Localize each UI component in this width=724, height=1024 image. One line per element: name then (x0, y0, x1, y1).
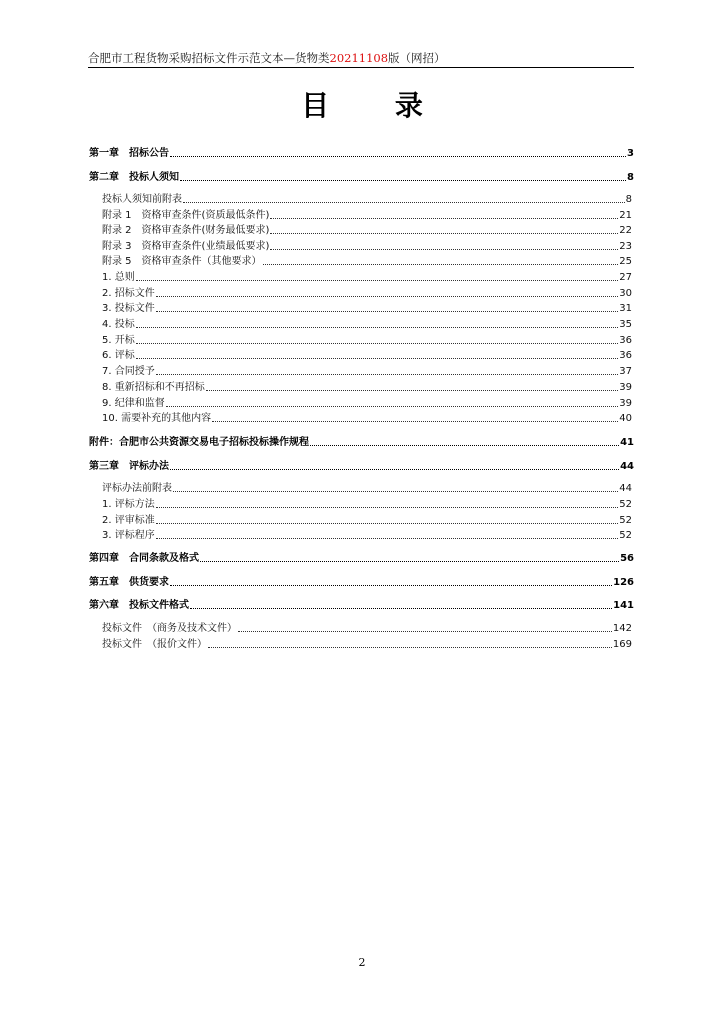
toc-entry-label: 附录 1 资格审查条件(资质最低条件) (102, 210, 270, 221)
toc-entry[interactable] (102, 637, 632, 651)
toc-entry-label: 第五章 供货要求 (89, 577, 169, 588)
dot-leader (208, 647, 612, 648)
toc-entry-page-number: 22 (619, 225, 632, 236)
toc-entry-page-number: 8 (625, 194, 632, 205)
toc-entry[interactable] (102, 364, 632, 378)
toc-entry-label: 7. 合同授予 (102, 366, 155, 377)
toc-entry-page-number: 21 (619, 210, 632, 221)
dot-leader (310, 445, 619, 446)
page-number: 2 (358, 956, 366, 969)
toc-entry-label: 3. 评标程序 (102, 530, 155, 541)
toc-entry-label: 投标文件 （商务及技术文件） (102, 623, 237, 634)
toc-entry-label: 第二章 投标人须知 (89, 172, 179, 183)
toc-chapter-entry[interactable] (89, 146, 634, 160)
toc-entry-page-number: 37 (619, 366, 632, 377)
toc-entry-page-number: 52 (619, 499, 632, 510)
toc-entry-page-number: 41 (620, 437, 634, 448)
toc-entry-label: 10. 需要补充的其他内容 (102, 413, 212, 424)
toc-entry-page-number: 44 (620, 461, 634, 472)
dot-leader (263, 264, 619, 265)
dot-leader (206, 390, 619, 391)
toc-entry-label: 投标文件 （报价文件） (102, 639, 207, 650)
dot-leader (270, 233, 618, 234)
toc-entry-page-number: 142 (612, 623, 632, 634)
toc-chapter-entry[interactable] (89, 459, 634, 473)
toc-entry-page-number: 40 (619, 413, 632, 424)
toc-entry[interactable] (102, 270, 632, 284)
toc-entry[interactable] (102, 208, 632, 222)
toc-entry[interactable] (102, 481, 632, 495)
toc-entry-label: 5. 开标 (102, 335, 135, 346)
toc-entry-label: 2. 招标文件 (102, 288, 155, 299)
dot-leader (270, 218, 618, 219)
toc-entry[interactable] (102, 286, 632, 300)
dot-leader (200, 561, 619, 562)
toc-entry[interactable] (102, 301, 632, 315)
toc-entry-label: 评标办法前附表 (102, 483, 172, 494)
toc-chapter-entry[interactable] (89, 551, 634, 565)
dot-leader (270, 249, 618, 250)
toc-entry[interactable] (102, 333, 632, 347)
toc-entry-page-number: 23 (619, 241, 632, 252)
toc-entry-label: 4. 投标 (102, 319, 135, 330)
dot-leader (180, 180, 626, 181)
dot-leader (190, 608, 612, 609)
toc-entry-page-number: 30 (619, 288, 632, 299)
toc-entry-label: 附录 5 资格审查条件（其他要求） (102, 256, 262, 267)
dot-leader (156, 296, 619, 297)
toc-entry-page-number: 31 (619, 303, 632, 314)
toc-entry[interactable] (102, 348, 632, 362)
toc-entry[interactable] (102, 621, 632, 635)
dot-leader (156, 538, 619, 539)
toc-entry[interactable] (102, 396, 632, 410)
dot-leader (136, 358, 619, 359)
toc-entry-label: 2. 评审标准 (102, 515, 155, 526)
toc-entry-label: 1. 评标方法 (102, 499, 155, 510)
toc-chapter-entry[interactable] (89, 598, 634, 612)
dot-leader (136, 327, 619, 328)
dot-leader (156, 507, 619, 508)
dot-leader (170, 469, 619, 470)
toc-entry-page-number: 35 (619, 319, 632, 330)
toc-entry-page-number: 36 (619, 335, 632, 346)
toc-entry-page-number: 52 (619, 530, 632, 541)
toc-entry-page-number: 27 (619, 272, 632, 283)
toc-entry-label: 第四章 合同条款及格式 (89, 553, 199, 564)
toc-entry[interactable] (102, 513, 632, 527)
dot-leader (136, 280, 619, 281)
toc-entry-label: 9. 纪律和监督 (102, 398, 165, 409)
toc-entry-label: 第一章 招标公告 (89, 148, 169, 159)
toc-entry[interactable] (102, 254, 632, 268)
toc-entry[interactable] (102, 223, 632, 237)
toc-entry-label: 第三章 评标办法 (89, 461, 169, 472)
toc-chapter-entry[interactable] (89, 170, 634, 184)
toc-entry-label: 6. 评标 (102, 350, 135, 361)
toc-entry-page-number: 52 (619, 515, 632, 526)
toc-entry-page-number: 3 (627, 148, 634, 159)
toc-entry-page-number: 141 (613, 600, 634, 611)
dot-leader (156, 311, 619, 312)
toc-entry-page-number: 25 (619, 256, 632, 267)
dot-leader (136, 343, 619, 344)
header-title: 合肥市工程货物采购招标文件示范文本—货物类 (88, 51, 330, 65)
page-title: 目 录 (301, 89, 451, 122)
dot-leader (156, 523, 619, 524)
toc-entry-label: 1. 总则 (102, 272, 135, 283)
dot-leader (212, 421, 618, 422)
toc-entry-label: 附录 2 资格审查条件(财务最低要求) (102, 225, 270, 236)
toc-entry-label: 8. 重新招标和不再招标 (102, 382, 205, 393)
header-version: 20211108 (329, 51, 389, 65)
toc-entry[interactable] (102, 317, 632, 331)
toc-entry-page-number: 44 (619, 483, 632, 494)
dot-leader (170, 585, 612, 586)
toc-entry-page-number: 39 (619, 398, 632, 409)
toc-entry-label: 附件：合肥市公共资源交易电子招标投标操作规程 (89, 437, 309, 448)
toc-entry-page-number: 169 (612, 639, 632, 650)
toc-entry[interactable] (102, 192, 632, 206)
toc-entry-page-number: 39 (619, 382, 632, 393)
toc-chapter-entry[interactable] (89, 435, 634, 449)
toc-entry[interactable] (102, 528, 632, 542)
toc-entry-label: 第六章 投标文件格式 (89, 600, 189, 611)
dot-leader (156, 374, 619, 375)
toc-entry-page-number: 126 (613, 577, 634, 588)
dot-leader (170, 156, 626, 157)
dot-leader (173, 491, 618, 492)
toc-entry-label: 投标人须知前附表 (102, 194, 182, 205)
toc-chapter-entry[interactable] (89, 575, 634, 589)
toc-entry-label: 3. 投标文件 (102, 303, 155, 314)
dot-leader (166, 406, 619, 407)
dot-leader (183, 202, 625, 203)
toc-entry[interactable] (102, 239, 632, 253)
toc-entry[interactable] (102, 411, 632, 425)
toc-entry-page-number: 36 (619, 350, 632, 361)
header-suffix: 版（网招） (388, 51, 446, 65)
dot-leader (238, 631, 612, 632)
toc-entry[interactable] (102, 497, 632, 511)
toc-entry-page-number: 56 (620, 553, 634, 564)
toc-entry[interactable] (102, 380, 632, 394)
toc-entry-label: 附录 3 资格审查条件(业绩最低要求) (102, 241, 270, 252)
toc-entry-page-number: 8 (627, 172, 634, 183)
